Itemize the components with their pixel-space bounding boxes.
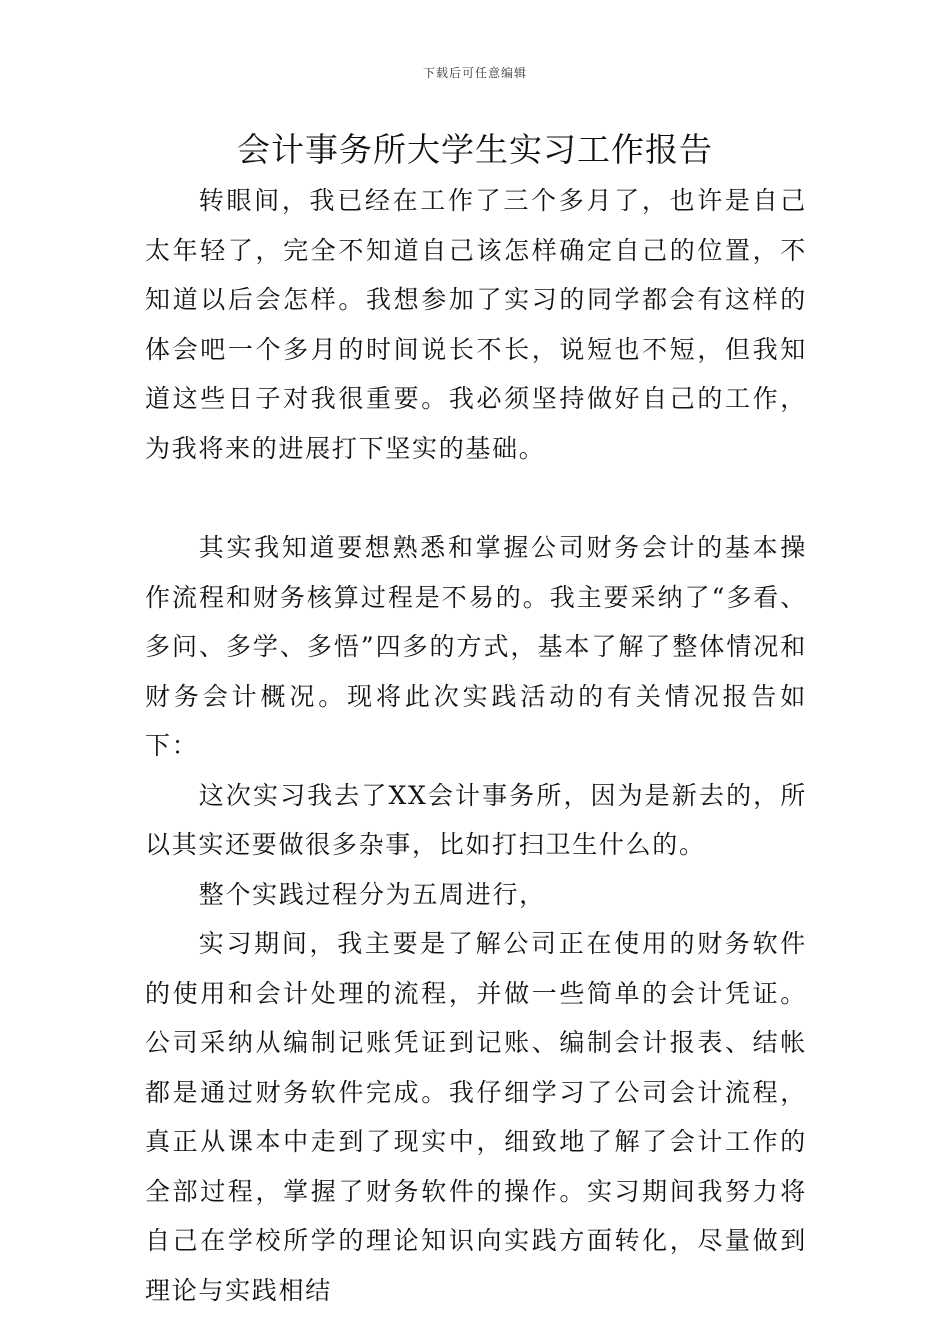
paragraph-internship-place: 这次实习我去了XX会计事务所，因为是新去的，所以其实还要做很多杂事，比如打扫卫生什么的。 <box>145 780 807 859</box>
paragraph-work-details: 实习期间，我主要是了解公司正在使用的财务软件的使用和会计处理的流程，并做一些简单的会计凭证。公司采纳从编制记账凭证到记账、编制会计报表、结帐都是通过财务软件完成。我仔细学习了公司会计流程，真正从课本中走到了现实中，细致地了解了会计工作的全部过程，掌握了财务软件的操作。实习期间我努力将自己在学校所学的理论知识向实践方面转化，尽量做到理论与实践相结 <box>145 929 807 1305</box>
paragraph-schedule: 整个实践过程分为五周进行， <box>198 879 546 909</box>
document-title: 会计事务所大学生实习工作报告 <box>237 130 713 169</box>
paragraph-methods: 其实我知道要想熟悉和掌握公司财务会计的基本操作流程和财务核算过程是不易的。我主要采纳了“多看、多问、多学、多悟”四多的方式，基本了解了整体情况和财务会计概况。现将此次实践活动的有关情况报告如下： <box>145 533 807 760</box>
paragraph-intro: 转眼间，我已经在工作了三个多月了，也许是自己太年轻了，完全不知道自己该怎样确定自己的位置，不知道以后会怎样。我想参加了实习的同学都会有这样的体会吧一个多月的时间说长不长，说短也不短，但我知道这些日子对我很重要。我必须坚持做好自己的工作，为我将来的进展打下坚实的基础。 <box>145 186 807 463</box>
paragraph-gap <box>145 473 807 523</box>
document-body <box>145 176 807 1315</box>
header-note: 下载后可任意编辑 <box>422 66 527 80</box>
